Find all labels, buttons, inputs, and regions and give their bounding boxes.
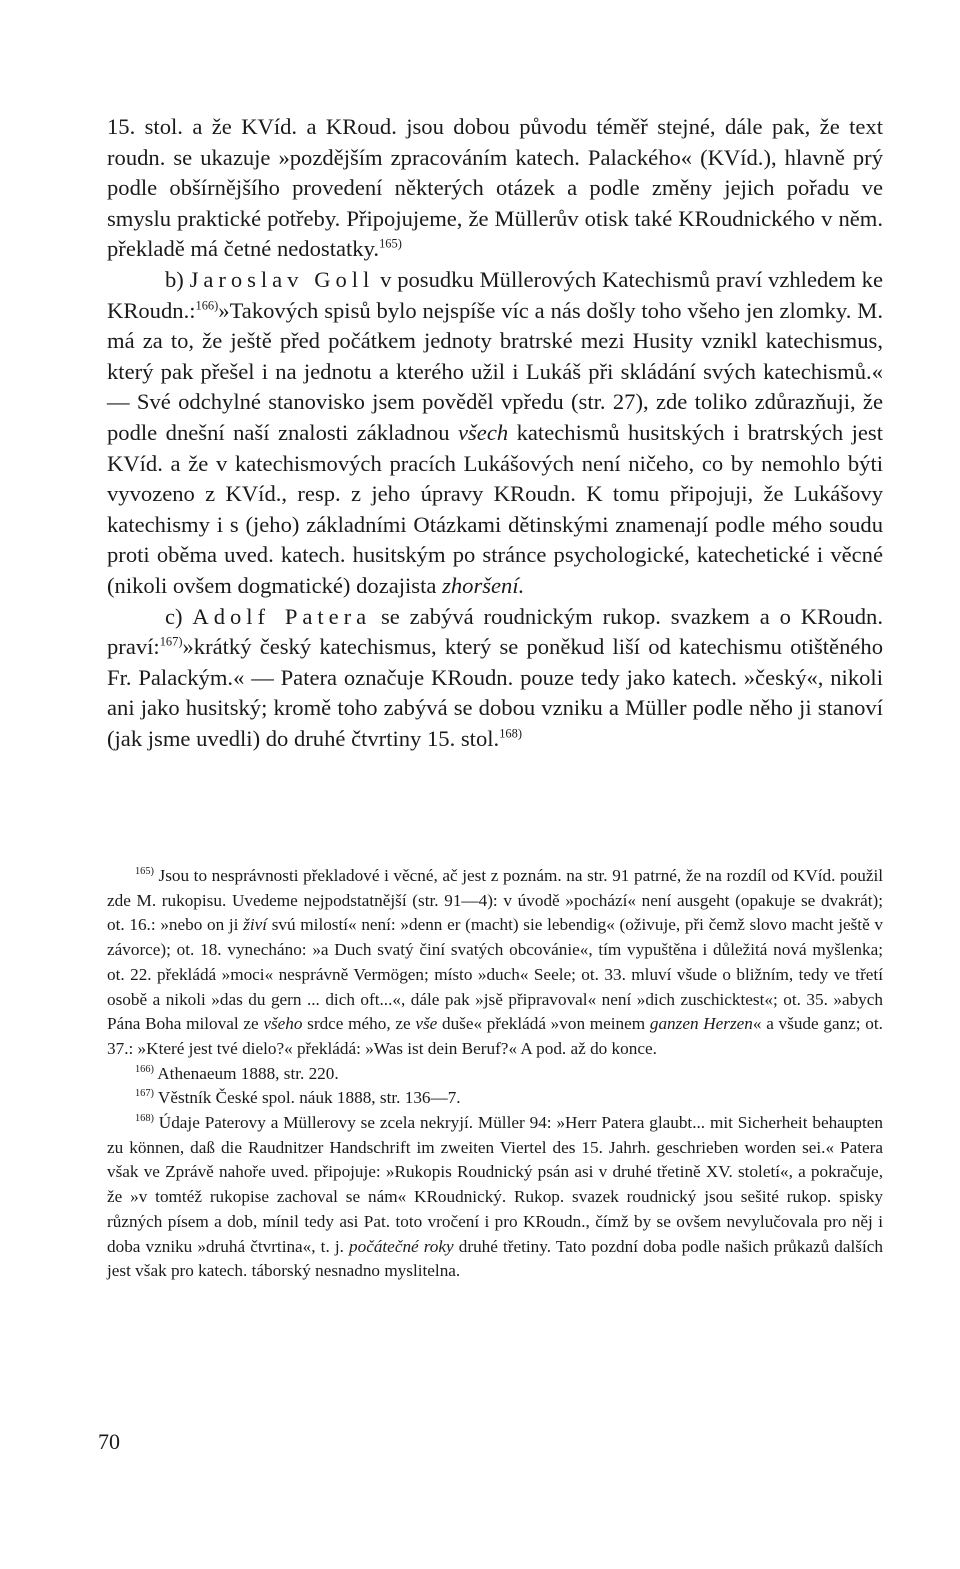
- author-name-patera: Adolf Patera: [192, 603, 372, 629]
- footnote-165-marker: 165): [135, 865, 154, 877]
- footnote-166: [107, 1062, 883, 1087]
- paragraph-1: [107, 112, 883, 265]
- paragraph-2-text-b: »Takových spisů bylo nejspíše víc a nás došly toho všeho jen zlomky. M. má za to, že ještě před počátkem jednoty bratrské mezi Husity vznikl katechismus, který pak přešel i na jednotu a kterého užil i Lukáš při skládání svých katechismů.« — Své odchylné stanovisko jsem pověděl vpředu (str. 27), zde toliko zdůrazňuji, že podle dnešní naší znalosti základnou: [107, 297, 883, 445]
- footnote-ref-168: 168): [499, 726, 522, 741]
- paragraph-2-lead: b): [165, 266, 190, 292]
- emphasis-vsech: všech: [457, 419, 509, 445]
- emphasis-zhorseni: zhoršení.: [442, 572, 525, 598]
- footnote-168-number: 168: [135, 1112, 151, 1124]
- paragraph-1-text: 15. stol. a že KVíd. a KRoud. jsou dobou původu téměř stejné, dále pak, že text roudn. se ukazuje »pozdějším zpracováním katech. Palackého« (KVíd.), hlavně prý podle obšírnějšího provedení některých otázek a podle změny jejich pořadu ve smyslu praktické potřeby. Připojujeme, že Müllerův otisk také KRoudnického v něm. překladě má četné nedostatky.: [107, 114, 883, 262]
- main-text: [107, 112, 883, 754]
- footnote-165-text-a: Jsou to nesprávnosti překladové i věcné, ač jest z poznám. na str. 91 patrné, že na rozdíl od KVíd. použil zde M. rukopisu. Uvedeme nejpodstatnější (str. 91—4): v úvodě »pochází« není ausgeht (opakuje se dvakrát); ot. 16.: »nebo on ji: [107, 866, 884, 935]
- footnote-165-text-e: « a všude ganz; ot. 37.: »Které jest tvé dielo?« překládá: »Was ist dein Beruf?« A pod. až do konce.: [107, 1014, 883, 1058]
- emphasis-ganzen-herzen: ganzen Herzen: [649, 1014, 753, 1034]
- page-number: 70: [98, 1429, 120, 1454]
- footnotes: [107, 864, 883, 1284]
- footnote-ref-166: 166): [195, 297, 219, 312]
- paragraph-3-text-a: se zabývá roudnickým rukop. svazkem a o KRoudn. praví:: [107, 603, 883, 660]
- footnote-165-text-d: duše« překládá »von meinem: [437, 1014, 650, 1034]
- paragraph-2: [107, 265, 883, 602]
- footnote-ref-165: 165): [379, 236, 402, 251]
- footnote-167-text: Věstník České spol. náuk 1888, str. 136—7.: [157, 1088, 461, 1108]
- footnote-168-text-a: Údaje Paterovy a Müllerovy se zcela nekryjí. Müller 94: »Herr Patera glaubt... mit Sicherheit behaupten zu können, daß die Raudnitzer Handschrift im zweiten Viertel des 15. Jahrh. geschrieben worden sei.« Patera však ve Zprávě nahoře uved. připojuje: »Rukopis Roudnický psán asi v druhé třetině XV. století«, a pokračuje, že »v tomtéž rukopise zachoval se nám« KRoudnický. Rukop. svazek roudnický jsou sešité rukop. spisky různých písem a dob, mínil tedy asi Pat. toto vročení i pro KRoudn., čímž by se ovšem nevylučovala pro něj i doba vzniku »druhá čtvrtina«, t. j.: [107, 1113, 883, 1256]
- footnote-167-number: 167: [135, 1088, 151, 1100]
- paragraph-3-text-b: »krátký český katechismus, který se poněkud liší od katechismu otištěného Fr. Palackým.« — Patera označuje KRoudn. pouze tedy jako katech. »český«, nikoli ani jako husitský; kromě toho zabývá se dobou vzniku a Müller podle něho ji stanoví (jak jsme uvedli) do druhé čtvrtiny 15. stol.: [107, 634, 883, 751]
- footnote-167: [107, 1086, 883, 1111]
- emphasis-zivi: živí: [243, 915, 268, 935]
- emphasis-vseho: všeho: [263, 1014, 303, 1034]
- paragraph-2-text-a: v posudku Müllerových Katechismů praví vzhledem ke KRoudn.:: [107, 266, 883, 323]
- footnote-168-text-b: druhé třetiny. Tato pozdní doba podle našich průkazů dalších jest však pro katech. táborský nesnadno myslitelna.: [107, 1236, 883, 1281]
- footnote-168-marker: 168): [135, 1112, 154, 1124]
- footnote-ref-168-number: 168: [499, 726, 518, 741]
- footnote-165: [107, 864, 883, 1062]
- footnote-166-marker: 166): [135, 1063, 154, 1075]
- paragraph-3-lead: c): [165, 603, 193, 629]
- footnote-166-text: Athenaeum 1888, str. 220.: [157, 1063, 339, 1083]
- author-name-goll: Jaroslav Goll: [189, 266, 375, 292]
- footnote-ref-165-number: 165: [379, 236, 398, 251]
- emphasis-pocatecne-roky: počátečné roky: [349, 1236, 454, 1256]
- footnote-165-text-c: srdce mého, ze: [302, 1014, 416, 1034]
- footnote-167-marker: 167): [135, 1088, 154, 1100]
- paragraph-3: [107, 602, 883, 755]
- footnote-166-number: 166: [135, 1063, 151, 1075]
- footnote-ref-167-number: 167: [159, 634, 179, 649]
- footnote-ref-166-number: 166: [195, 297, 215, 312]
- footnote-165-number: 165: [135, 865, 151, 877]
- emphasis-vse: vše: [415, 1014, 438, 1034]
- footnote-separator: [107, 859, 883, 860]
- footnote-168: [107, 1111, 883, 1284]
- footnote-165-text-b: svú milostí« není: »denn er (macht) sie lebendig« (oživuje, při čemž slovo macht ještě v závorce); ot. 18. vynecháno: »a Duch svatý činí svatých obcovánie«, tím vypuštěna i důležitá nová myšlenka; ot. 22. překládá »moci« nesprávně Vermögen; místo »duch« Seele; ot. 33. mluví všude o bližním, tedy ve třetí osobě a nikoli »das du gern ... dich oft...«, dále pak »jsě připravoval« není »dich zuschicktest«; ot. 35. »abych Pána Boha miloval ze: [107, 915, 884, 1034]
- footnote-ref-167: 167): [159, 634, 183, 649]
- paragraph-2-text-c: katechismů husitských i bratrských jest KVíd. a že v katechismových pracích Lukášových není ničeho, co by nemohlo býti vyvozeno z KVíd., resp. z jeho úpravy KRoudn. K tomu připojuji, že Lukášovy katechismy i s (jeho) základními Otázkami dětinskými znamenají podle mého soudu proti oběma uved. katech. husitským po stránce psychologické, katechetické i věcné (nikoli ovšem dogmatické) dozajista: [107, 419, 883, 598]
